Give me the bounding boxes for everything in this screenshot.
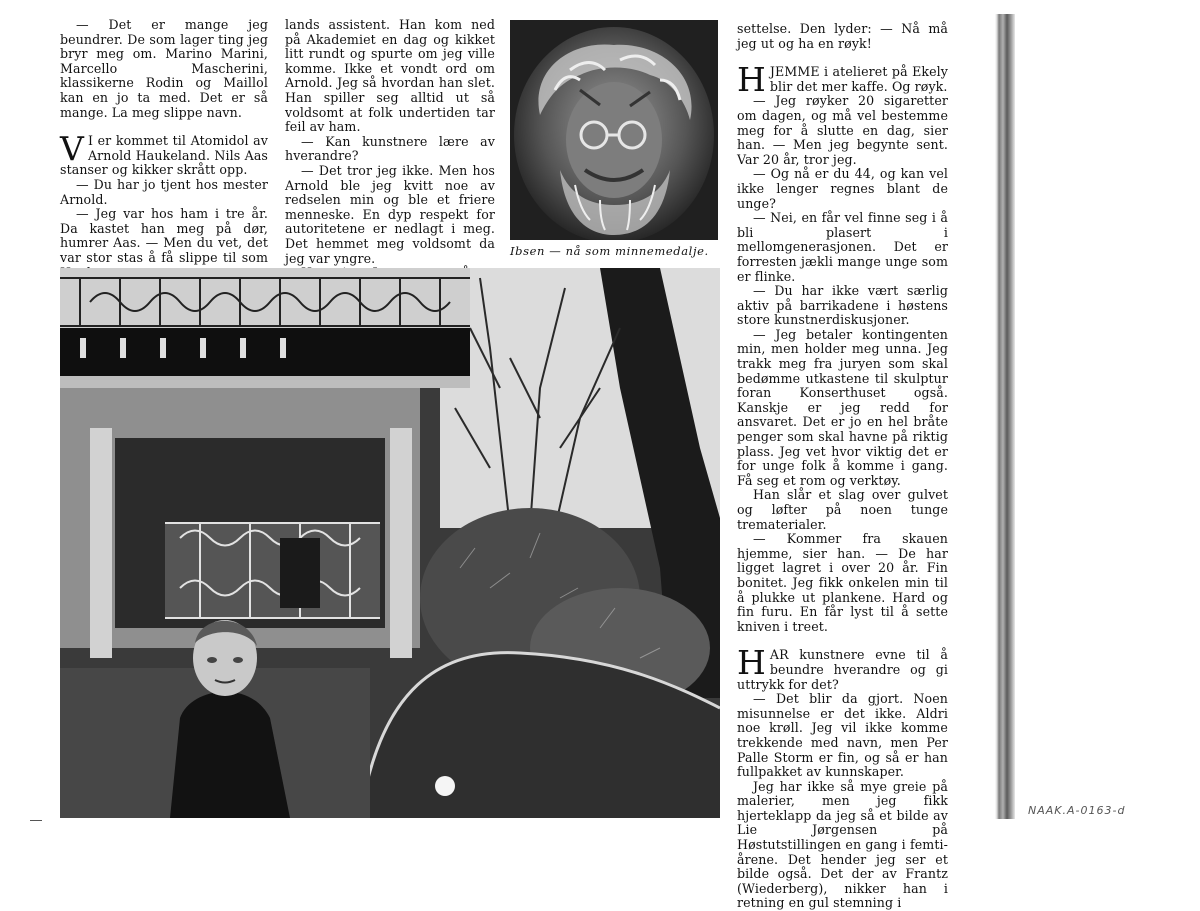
paragraph: — Du har jo tjent hos mester Arnold. [60, 176, 268, 207]
paragraph: — Kommer fra skauen hjemme, sier han. — De har ligget lagret i over 20 år. Fin bonitet. Jeg fikk onkelen min til å plukke ut plankene. Hard og fin furu. En får lyst til å sette kniven i treet. [737, 531, 948, 634]
paragraph-text: I er kommet til Atomidol av Arnold Haukeland. Nils Aas stanser og kikker skrått opp. [60, 133, 268, 178]
paragraph: — Jeg betaler kontingenten min, men holder meg unna. Jeg trakk meg fra juryen som skal bedømme utkastene til skulptur foran Konserthuset også. Kanskje er jeg redd for ansvaret. Det er jo en hel bråte penger som skal havne på riktig plass. Jeg vet hvor viktig det er for unge folk å komme i gang. Få seg et rom og verktøy. [737, 326, 948, 488]
margin-mark [30, 820, 42, 821]
paragraph: Han slår et slag over gulvet og løfter på noen tunge trematerialer. [737, 487, 948, 532]
paragraph: — Jeg var hos ham i tre år. Da kastet han meg på dør, humrer Aas. — Men du vet, det var stor stas å få slippe til som [60, 206, 268, 265]
paragraph [60, 129, 268, 178]
paragraph-text: AR kunstnere evne til å beundre hverandre og gi uttrykk for det? [737, 647, 948, 692]
drop-cap: H [737, 60, 766, 100]
paragraph: lands assistent. Han kom ned på Akademiet en dag og kikket litt rundt og spurte om jeg ville komme. Ikke et vondt ord om Arnold. Jeg så hvordan han slet. Han spiller seg alltid ut så voldsomt at folk undertiden tar feil av ham. [285, 17, 495, 135]
ibsen-medal-image [510, 20, 718, 240]
paragraph: — Du har ikke vært særlig aktiv på barrikadene i høstens store kunstnerdiskusjoner. [737, 283, 948, 328]
paragraph: — Og nå er du 44, og kan vel ikke lenger regnes blant de unge? [737, 166, 948, 211]
sculptor-house-photo [60, 268, 720, 818]
paragraph: settelse. Den lyder: — Nå må jeg ut og ha en røyk! [737, 21, 948, 51]
paragraph: — Det er mange jeg beundrer. De som lager ting jeg bryr meg om. Marino Marini, Marcello Mascherini, klassikerne Rodin og Maillol kan en jo ta med. Det er så mange. La meg slippe navn. [60, 17, 268, 120]
paragraph [737, 643, 948, 692]
binding-strip [995, 14, 1015, 819]
paragraph: Jeg har ikke så mye greie på malerier, men jeg fikk hjerteklapp da jeg så et bilde av Lie Jørgensen på Høstutstillingen en gang i femti-årene. Det hender jeg ser et bilde også. Det der av Frantz (Wiederberg), nikker han i retning en gul stemning i [737, 778, 948, 911]
article-column-1 [60, 18, 268, 280]
paragraph [737, 60, 948, 100]
paragraph: — Jeg røyker 20 sigaretter om dagen, og må vel bestemme meg for å slutte en dag, sier han. — Men jeg begynte sent. Var 20 år, tror jeg. [737, 93, 948, 167]
archive-stamp: NAAK.A-0163-d [1028, 804, 1126, 817]
article-column-4 [737, 22, 948, 911]
paragraph: — Nei, en får vel finne seg i å bli plasert i mellomgenerasjonen. Det er forresten jækli mange unge som er flinke. [737, 210, 948, 284]
paragraph-text: JEMME i atelieret på Ekely blir det mer kaffe. Og røyk. [769, 64, 948, 94]
image-caption: Ibsen — nå som minnemedalje. [510, 244, 709, 258]
paragraph: — Det tror jeg ikke. Men hos Arnold ble jeg kvitt noe av redselen min og ble et friere menneske. En dyp respekt for autoritetene er nedlagt i meg. Det hemmet meg voldsomt da jeg var yngre. [285, 162, 495, 266]
drop-cap: V [60, 129, 84, 169]
paragraph: — Kan kunstnere lære av hverandre? [285, 133, 495, 164]
article-column-2 [285, 18, 495, 295]
drop-cap: H [737, 643, 766, 683]
paragraph: — Det blir da gjort. Noen misunnelse er det ikke. Aldri noe krøll. Jeg vil ikke komme trekkende med navn, men Per Palle Storm er fin, og så er han fullpakket av kunnskaper. [737, 691, 948, 780]
